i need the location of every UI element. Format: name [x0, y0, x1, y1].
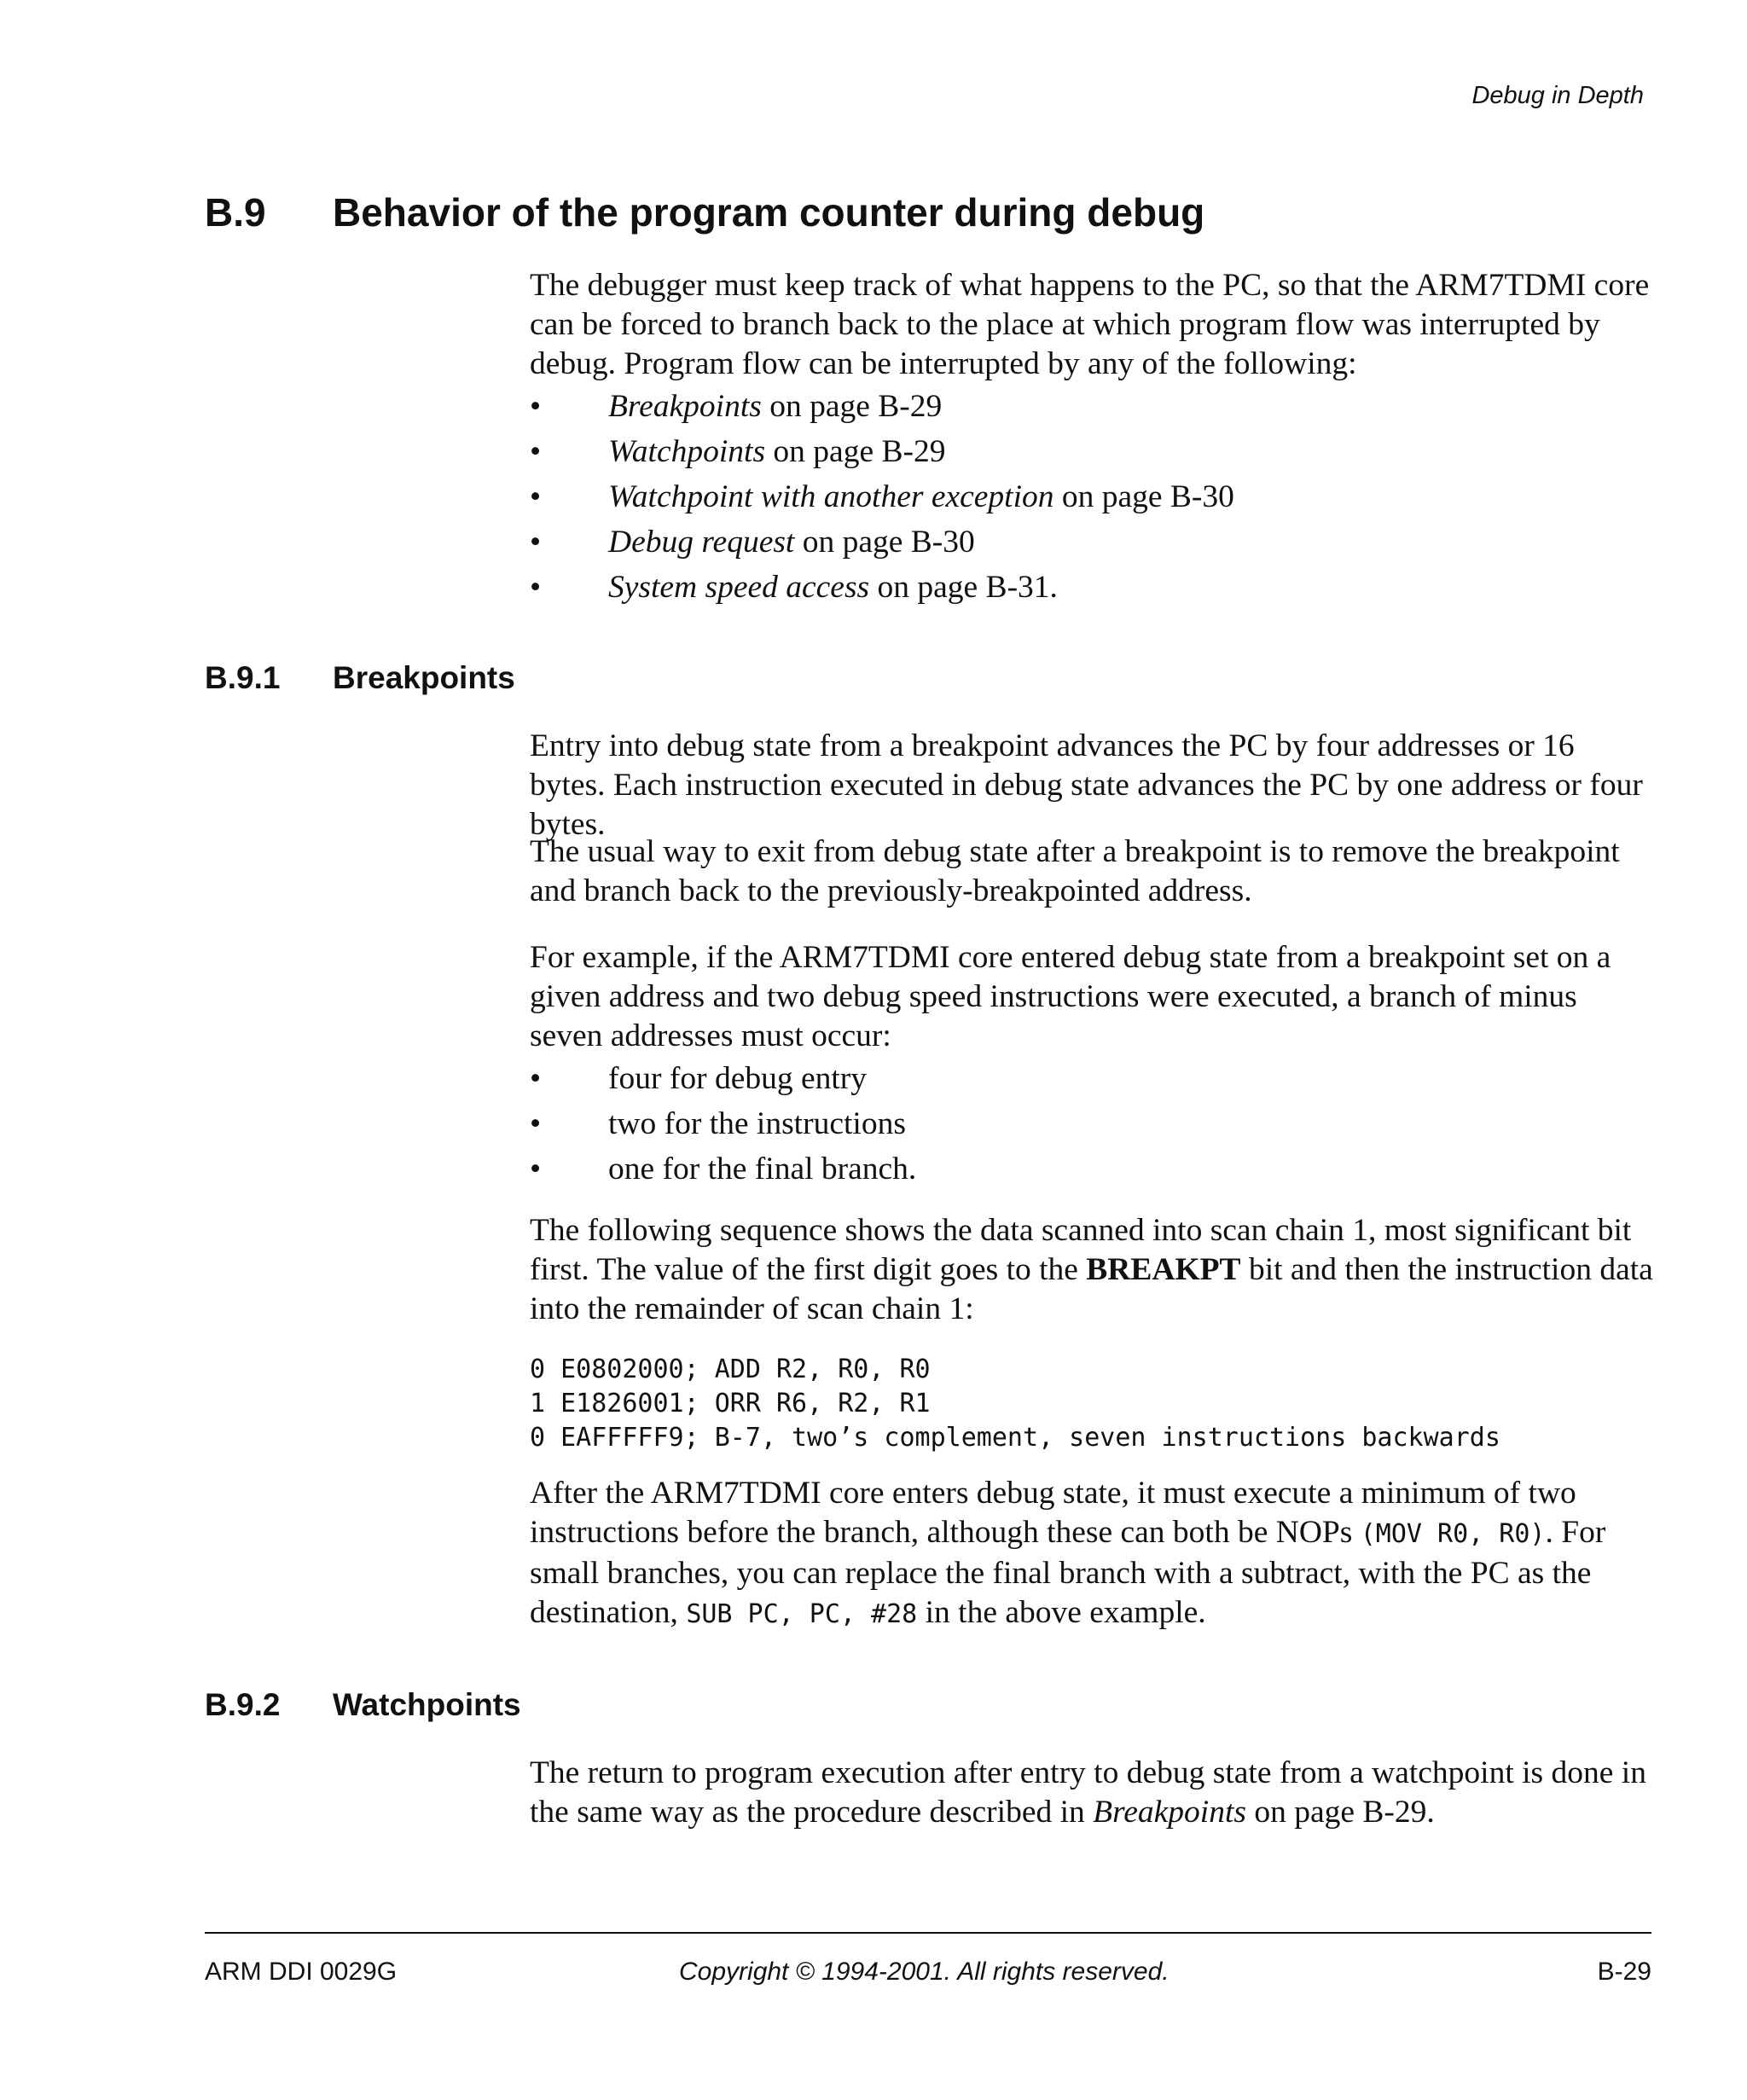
interrupt-list [530, 384, 1656, 610]
watchpoints-para: The return to program execution after entry to debug state from a watchpoint is done in the same way as the procedure described in Breakpoints on page B-29. [530, 1755, 1646, 1830]
section-heading [205, 189, 1204, 235]
list-item: • Breakpoints on page B-29 [530, 389, 943, 424]
subsection-number: B.9.1 [205, 660, 281, 695]
list-item: • two for the instructions [530, 1106, 906, 1141]
subsection-heading-breakpoints [205, 660, 515, 696]
running-head: Debug in Depth [1471, 82, 1644, 109]
breakpoints-para-3-block [530, 938, 1656, 1192]
list-item: • System speed access on page B-31. [530, 570, 1058, 605]
branch-list [530, 1056, 1656, 1192]
subsection-heading-watchpoints [205, 1687, 521, 1723]
code-line: 1 E1826001; ORR R6, R2, R1 [530, 1389, 931, 1418]
code-line: 0 E0802000; ADD R2, R0, R0 [530, 1355, 931, 1384]
section-number: B.9 [205, 190, 266, 235]
breakpoints-para-3: For example, if the ARM7TDMI core entered debug state from a breakpoint set on a given address and two debug speed instructions were executed, a branch of minus seven addresses must occur: [530, 940, 1611, 1053]
footer-doc-id: ARM DDI 0029G [205, 1958, 398, 1986]
cross-reference: Breakpoints [608, 389, 762, 424]
breakpt-bit-label: BREAKPT [1086, 1252, 1241, 1287]
list-item: • Debug request on page B-30 [530, 525, 975, 560]
list-item: • one for the final branch. [530, 1152, 917, 1186]
breakpoints-para-5: After the ARM7TDMI core enters debug state, it must execute a minimum of two instructions before the branch, although these can both be NOPs (MOV R0, R0). For small branches, you can replace the final branch with a subtract, with the PC as the destination, SUB PC, PC, #28 in the above example. [530, 1476, 1606, 1630]
list-item: • Watchpoint with another exception on page B-30 [530, 479, 1234, 514]
subsection-title: Breakpoints [333, 660, 515, 695]
subsection-number: B.9.2 [205, 1687, 281, 1722]
breakpoints-para-2: The usual way to exit from debug state after a breakpoint is to remove the breakpoint and branch back to the previously-breakpointed address. [530, 834, 1620, 908]
footer-page-number: B-29 [1597, 1958, 1651, 1986]
cross-reference: Watchpoints [608, 434, 766, 469]
cross-reference: Breakpoints [1093, 1795, 1246, 1830]
cross-reference: Debug request [608, 525, 795, 560]
inline-code: SUB PC, PC, #28 [686, 1599, 918, 1629]
breakpoints-para-1: Entry into debug state from a breakpoint advances the PC by four addresses or 16 bytes. Each instruction executed in debug state advances the PC by one address or four bytes. [530, 728, 1643, 842]
breakpoints-para-4: The following sequence shows the data scanned into scan chain 1, most significant bit first. The value of the first digit goes to the BREAKPT bit and then the instruction data into the remainder of scan chain 1: [530, 1213, 1653, 1326]
section-title: Behavior of the program counter during debug [333, 190, 1205, 235]
cross-reference: Watchpoint with another exception [608, 479, 1054, 514]
footer-copyright: Copyright © 1994-2001. All rights reserved. [679, 1958, 1170, 1986]
scan-chain-code [530, 1353, 1500, 1455]
code-line: 0 EAFFFFF9; B-7, two’s complement, seven instructions backwards [530, 1423, 1500, 1453]
section-intro-block [530, 266, 1656, 610]
cross-reference: System speed access [608, 570, 870, 605]
section-intro: The debugger must keep track of what happens to the PC, so that the ARM7TDMI core can be forced to branch back to the place at which program flow was interrupted by debug. Program flow can be interrupted by any of the following: [530, 268, 1650, 381]
list-item: • four for debug entry [530, 1061, 868, 1096]
list-item: • Watchpoints on page B-29 [530, 434, 946, 469]
inline-code: (MOV R0, R0) [1360, 1519, 1546, 1549]
footer-divider [205, 1932, 1651, 1934]
subsection-title: Watchpoints [333, 1687, 521, 1722]
